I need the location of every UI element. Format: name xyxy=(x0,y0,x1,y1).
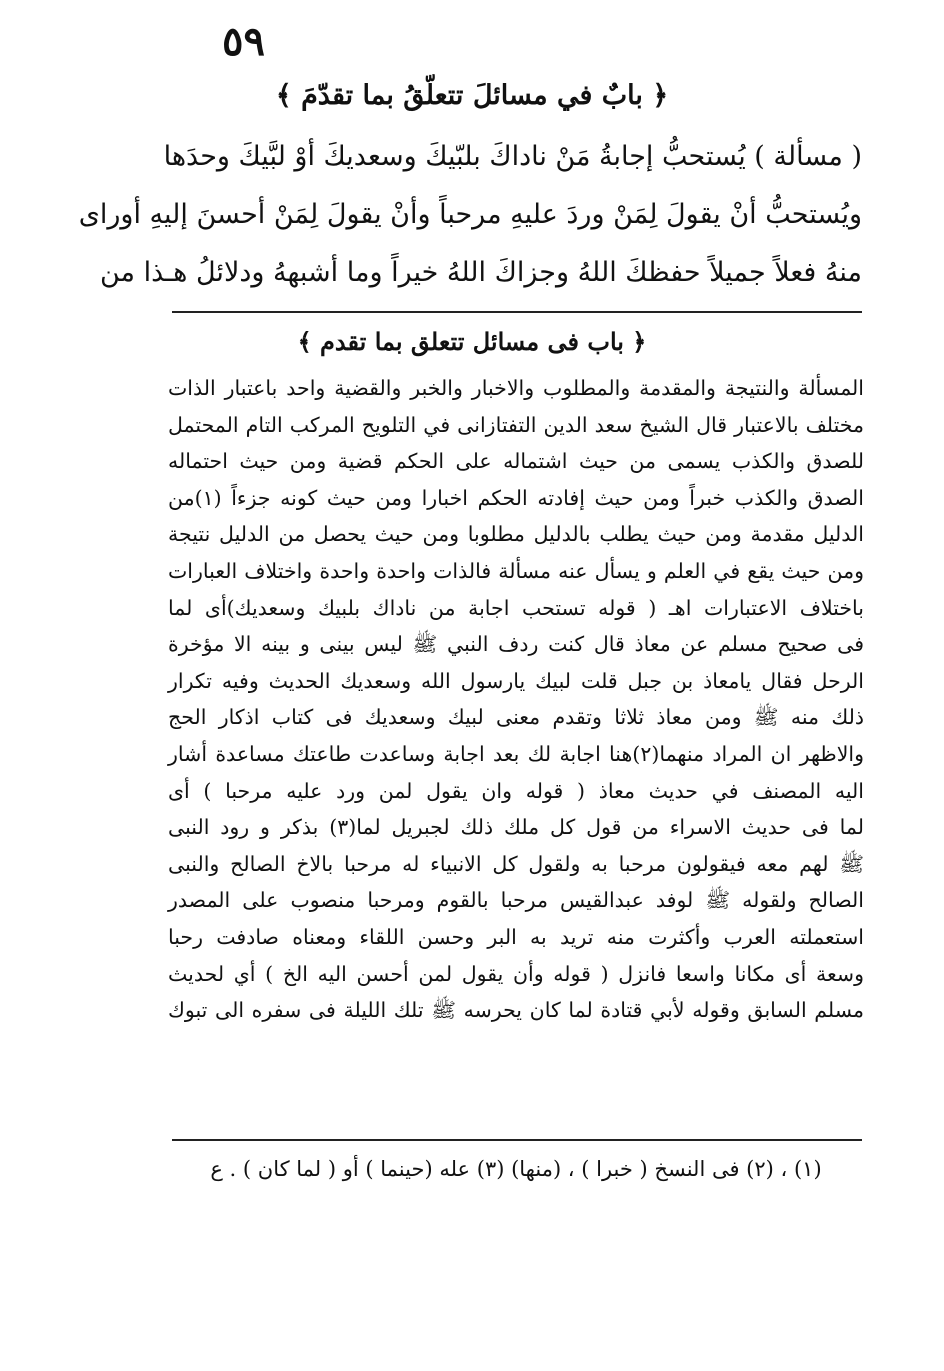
commentary-line: اليه المصنف في حديث معاذ ( قوله وان يقول لمن ورد عليه مرحبا ) أى xyxy=(168,778,864,803)
commentary-line: مسلم السابق وقوله لأبي قتادة لما كان يحرسه ﷺ تلك الليلة فى سفره الى تبوك xyxy=(168,998,864,1023)
matn-line: ويُستحبُّ أنْ يقولَ لِمَنْ وردَ عليهِ مرحباً وأنْ يقولَ لِمَنْ أحسنَ إليهِ أوراى xyxy=(78,199,862,230)
footnote-divider xyxy=(172,1139,862,1141)
commentary-text xyxy=(168,370,864,1029)
matn-heading: ﴿ بابٌ في مسائلَ تتعلّقُ بما تقدّمَ ﴾ xyxy=(275,80,669,111)
commentary-line: والاظهر ان المراد منهما(٢)هنا اجابة لك بعد اجابة وساعدت طاعتك مساعدة أشار xyxy=(168,741,864,766)
commentary-line: للصدق والكذب يسمى من حيث اشتماله على الحكم قضية ومن حيث احتماله xyxy=(168,449,864,474)
footnote: (١) ، (٢) فى النسخ ( خبرا ) ، (منها) (٣) عله (حينما ) أو ( لما كان ) . ع xyxy=(210,1157,822,1181)
commentary-line: استعملته العرب وأكثرت منه تريد به البر وحسن اللقاء ومعناه صادفت رحبا xyxy=(168,924,864,949)
divider-rule xyxy=(172,311,862,313)
commentary-line: ومن حيث يقع في العلم و يسأل عنه مسألة فالذات واحدة واحدة واختلاف العبارات xyxy=(168,558,864,583)
matn-text xyxy=(78,128,862,302)
commentary-line: الدليل مقدمة ومن حيث يطلب بالدليل مطلوبا ومن حيث يحصل من الدليل نتيجة xyxy=(168,522,864,547)
commentary-line: الرحل فقال يامعاذ بن جبل قلت لبيك يارسول الله وسعديك الحديث وفيه تكرار xyxy=(168,668,864,693)
commentary-line: الصالح ولقوله ﷺ لوفد عبدالقيس مرحبا بالقوم ومرحبا منصوب على المصدر xyxy=(168,888,864,913)
commentary-line: المسألة والنتيجة والمقدمة والمطلوب والاخبار والخبر والقضية واحد باعتبار الذات xyxy=(168,376,864,400)
page-number: ٥٩ xyxy=(222,18,265,65)
commentary-line: الصدق والكذب خبراً ومن حيث إفادته الحكم اخبارا ومن حيث كونه جزءاً (١)من xyxy=(168,485,864,510)
commentary-line: ذلك منه ﷺ ومن معاذ ثلاثا وتقدم معنى لبيك وسعديك فى كتاب اذكار الحج xyxy=(168,705,864,730)
commentary-line: ﷺ لهم معه فيقولون مرحبا به ولقول كل الانبياء له مرحبا بالاخ الصالح والنبى xyxy=(168,851,864,876)
commentary-line: لما فى حديث الاسراء من قول كل ملك ذلك لجبريل لما(٣) بذكر و رود النبى xyxy=(168,815,865,840)
commentary-heading: ﴿ باب فى مسائل تتعلق بما تقدم ﴾ xyxy=(297,327,647,356)
matn-line: ( مسألة ) يُستحبُّ إجابةُ مَنْ ناداكَ بلبّيكَ وسعديكَ أوْ لبَّيكَ وحدَها xyxy=(163,141,862,172)
matn-line: منهُ فعلاً جميلاً حفظكَ اللهُ وجزاكَ اللهُ خيراً وما أشبههُ ودلائلُ هـذا من xyxy=(99,257,862,288)
commentary-line: مختلف بالاعتبار قال الشيخ سعد الدين التفتازانى في التلويح المركب التام المحتمل xyxy=(168,412,864,437)
commentary-line: باختلاف الاعتبارات اهـ ( قوله تستحب اجابة من ناداك بلبيك وسعديك)أى لما xyxy=(168,595,864,620)
commentary-line: فى صحيح مسلم عن معاذ قال كنت ردف النبي ﷺ ليس بينى و بينه الا مؤخرة xyxy=(168,632,864,657)
commentary-line: وسعة أى مكانا واسعا فانزل ( قوله وأن يقول لمن أحسن اليه الخ ) أي لحديث xyxy=(168,961,864,986)
